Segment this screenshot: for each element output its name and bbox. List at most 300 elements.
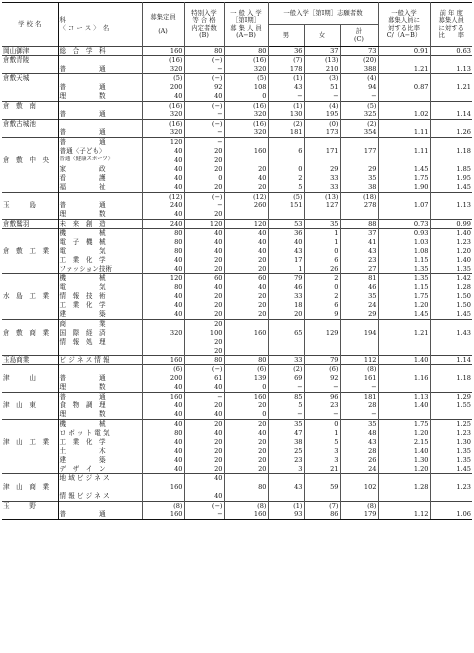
capacity-value: 40 [142,419,184,428]
course-name: 総 合 学 科 [58,47,142,56]
female-value [304,210,340,219]
school-name [2,365,58,374]
course-name: 工 業 化 学 [58,256,142,265]
prev-ratio-value: 1.85 [456,164,471,173]
table-row [2,192,472,201]
capacity-value: 40 [142,156,184,165]
male-value [268,338,304,347]
table-row [2,401,472,410]
school-name [2,419,58,428]
special-value: 20 [184,438,224,447]
special-value: (−) [184,119,224,128]
header-school: 学 校 名 [2,3,58,47]
course-name: 工 業 化 学 [58,301,142,310]
ratio-value [378,410,430,419]
male-value: 151 [268,201,304,210]
general-quota-value: 80 [224,356,268,365]
general-quota-value [224,474,268,483]
special-value: − [184,510,224,519]
female-value: 129 [304,328,340,337]
capacity-value: 120 [142,137,184,146]
female-value [304,137,340,146]
ratio-value: 1.75 [378,419,430,428]
prev-ratio-value: 1.25 [430,419,472,428]
table-row [2,356,472,365]
school-name: 倉敷青陵 [2,56,58,65]
prev-ratio-value [430,365,472,374]
capacity-value: 40 [142,265,184,274]
total-value [340,347,378,356]
general-quota-value: 20 [224,310,268,319]
prev-ratio-value: 1.23 [456,237,471,246]
school-name [2,301,58,310]
general-quota-value: 160 [224,510,268,519]
table-row [2,201,472,210]
capacity-value: 40 [142,401,184,410]
female-value: 173 [304,128,340,137]
school-name [2,210,58,219]
ratio-value: 1.40 [378,401,430,410]
prev-ratio-value [430,192,472,201]
table-row [2,274,472,283]
prev-ratio-value: 1.35 [456,455,471,464]
female-value: 96 [304,392,340,401]
ratio-value: 1.20 [378,465,430,474]
special-value: (−) [184,365,224,374]
special-value: 0 [184,174,224,183]
general-quota-value: 20 [224,256,268,265]
course-name: 普通〈子ども〉 [58,147,142,156]
general-quota-value: (16) [224,119,268,128]
general-quota-value: 120 [224,219,268,228]
male-value: − [268,92,304,101]
special-value: 120 [184,219,224,228]
general-quota-value: 320 [224,110,268,119]
table-row [2,165,472,174]
capacity-value: 120 [142,274,184,283]
prev-ratio-value: 0.63 [430,47,472,56]
special-value: 20 [184,147,224,156]
capacity-value: 40 [142,383,184,392]
general-quota-value: 40 [224,283,268,292]
total-value: (8) [340,501,378,510]
school-name: 倉 敷 南 [2,101,58,110]
prev-ratio-value [430,119,472,128]
capacity-value: 40 [142,301,184,310]
female-value: 0 [304,419,340,428]
capacity-value: 200 [142,374,184,383]
male-value: (1) [268,74,304,83]
female-value: 33 [304,174,340,183]
school-name [2,183,58,192]
table-row [2,119,472,128]
male-value: (2) [268,365,304,374]
special-value: 20 [184,465,224,474]
total-value: 37 [340,228,378,237]
capacity-value: (6) [142,365,184,374]
total-value: 48 [340,428,378,437]
total-value: 27 [340,265,378,274]
school-name: 岡山御津 [2,47,58,56]
capacity-value: 320 [142,128,184,137]
general-quota-value: (8) [224,501,268,510]
ratio-value: 1.90 [378,183,430,192]
special-value: − [184,201,224,210]
table-row [2,83,472,92]
male-value: 43 [268,83,304,92]
female-value: 59 [304,483,340,492]
female-value: 29 [304,165,340,174]
special-value: 40 [184,410,224,419]
prev-ratio-value: 1.23 [456,428,471,437]
capacity-value: (12) [142,192,184,201]
ratio-value [378,74,430,83]
total-value: 194 [340,328,378,337]
table-row [2,474,472,483]
male-value: 0 [268,165,304,174]
female-value: 1 [304,237,340,246]
ratio-value [378,338,430,347]
course-name: 理 数 [58,410,142,419]
course-name: 普 通 [58,392,142,401]
special-value: (−) [184,56,224,65]
course-name [58,501,142,510]
school-name [2,492,58,501]
prev-ratio-value: 1.50 [456,292,471,301]
course-name: 普 通 [58,137,142,146]
course-name: 商 業 [58,319,142,328]
total-value: − [340,92,378,101]
female-value: 6 [304,301,340,310]
special-value: 40 [184,474,224,483]
ratio-value: 1.40 [378,356,430,365]
capacity-value [142,492,184,501]
table-row [2,338,472,347]
table-row [2,74,472,83]
ratio-value [378,137,430,146]
special-value: 40 [184,237,224,246]
prev-ratio-value [430,338,472,347]
course-name: 理 数 [58,383,142,392]
school-name [2,192,58,201]
male-value: 5 [268,401,304,410]
total-value: 94 [340,83,378,92]
male-value: 36 [268,228,304,237]
table-row [2,483,472,492]
ratio-value [378,56,430,65]
prev-ratio-value: 1.29 [430,392,472,401]
prev-ratio-value: 1.13 [456,201,471,210]
course-name: 機 械 [58,419,142,428]
ratio-value [378,210,430,219]
male-value: 53 [268,219,304,228]
table-row [2,210,472,219]
ratio-value: 1.35 [378,265,430,274]
prev-ratio-value: 1.26 [456,128,471,137]
course-name: 未 来 創 造 [58,219,142,228]
course-name: 普 通 [58,374,142,383]
table-row [2,147,472,156]
table-row [2,219,472,228]
course-name [58,365,142,374]
header-capacity: 募集定員 (A) [142,3,184,47]
table-row [2,174,472,183]
special-value: 92 [184,83,224,92]
school-name [2,428,58,437]
course-name: 電 気 [58,283,142,292]
special-value: 20 [184,338,224,347]
special-value: 20 [184,319,224,328]
total-value: 23 [340,256,378,265]
male-value: 18 [268,301,304,310]
total-value: 112 [340,356,378,365]
course-name: デ ザ イ ン [58,465,142,474]
general-quota-value: 40 [224,428,268,437]
capacity-value: 40 [142,210,184,219]
female-value: 2 [304,292,340,301]
total-value: 41 [340,237,378,246]
male-value: 43 [268,483,304,492]
general-quota-value: (5) [224,74,268,83]
school-name [2,165,58,174]
male-value [268,319,304,328]
female-value: 1 [304,428,340,437]
capacity-value: 160 [142,356,184,365]
female-value: 26 [304,265,340,274]
ratio-value: 1.20 [378,301,430,310]
male-value: 33 [268,292,304,301]
school-name [2,237,58,246]
table-row [2,319,472,328]
ratio-value [378,119,430,128]
male-value: 93 [268,510,304,519]
table-row [2,428,472,437]
female-value: 6 [304,256,340,265]
male-value: 65 [268,328,304,337]
special-value: 20 [184,301,224,310]
table-row [2,110,472,119]
special-value: 20 [184,456,224,465]
table-row [2,447,472,456]
female-value: (13) [304,192,340,201]
special-value: 40 [184,92,224,101]
capacity-value [142,338,184,347]
table-row [2,410,472,419]
general-quota-value: 80 [224,483,268,492]
ratio-value: 1.02 [378,110,430,119]
male-value: 46 [268,283,304,292]
capacity-value: 80 [142,237,184,246]
ratio-value: 1.13 [378,392,430,401]
general-quota-value: (16) [224,101,268,110]
school-name: 津 山 工 業 [2,438,58,447]
general-quota-value: 40 [224,247,268,256]
course-name: ファッション技術 [58,265,142,274]
school-name: 玉島商業 [2,356,58,365]
special-value: 20 [184,447,224,456]
female-value: 9 [304,310,340,319]
male-value [268,156,304,165]
male-value: 2 [268,174,304,183]
general-quota-value: 160 [224,328,268,337]
special-value: 20 [184,310,224,319]
header-male: 男 [268,25,304,47]
male-value: (5) [268,192,304,201]
capacity-value: 160 [142,510,184,519]
total-value: 28 [340,447,378,456]
total-value: (18) [340,192,378,201]
school-name [2,256,58,265]
male-value: (7) [268,56,304,65]
female-value: (7) [304,501,340,510]
special-value: 20 [184,347,224,356]
school-name [2,283,58,292]
ratio-value: 1.28 [378,483,430,492]
female-value [304,492,340,501]
general-quota-value: 40 [224,228,268,237]
general-quota-value: 20 [224,292,268,301]
course-name: 情 報 処 理 [58,338,142,347]
table-row [2,228,472,237]
table-row [2,247,472,256]
course-name: 普 通 [58,110,142,119]
prev-ratio-value [430,156,472,165]
general-quota-value: (16) [224,56,268,65]
prev-ratio-value: 1.18 [456,146,471,155]
capacity-value: 40 [142,174,184,183]
ratio-value: 0.73 [378,219,430,228]
general-quota-value: 40 [224,174,268,183]
table-row [2,128,472,137]
general-quota-value: 20 [224,183,268,192]
capacity-value: 240 [142,201,184,210]
school-name [2,474,58,483]
course-name: 工 業 化 学 [58,438,142,447]
school-name: 倉 敷 工 業 [2,247,58,256]
male-value [268,210,304,219]
special-value: 80 [184,47,224,56]
general-quota-value: 0 [224,92,268,101]
header-applicants: 一般入学［第Ⅰ期］志願者数 [268,3,378,25]
prev-ratio-value: 1.42 [430,274,472,283]
total-value: 81 [340,274,378,283]
total-value: (8) [340,365,378,374]
total-value: 26 [340,456,378,465]
special-value: 40 [184,283,224,292]
ratio-value: 1.21 [378,328,430,337]
special-value: 20 [184,183,224,192]
school-name [2,128,58,137]
header-course: 科 〈 コ ー ス 〉 名 [58,3,142,47]
course-name [58,101,142,110]
general-quota-value [224,210,268,219]
school-name [2,65,58,74]
school-name [2,347,58,356]
special-value: 20 [184,419,224,428]
course-name: ビ ジ ネ ス 情 報 [58,356,142,365]
female-value: (4) [304,101,340,110]
school-name [2,410,58,419]
ratio-value: 1.15 [378,256,430,265]
total-value [340,319,378,328]
course-name: 電 子 機 械 [58,237,142,246]
female-value [304,338,340,347]
course-name: 看 護 [58,174,142,183]
total-value: 24 [340,301,378,310]
header-ratio: 一般入学 募集人員に 対する比率 C/（A−B） [378,3,430,47]
school-name [2,383,58,392]
general-quota-value: (12) [224,192,268,201]
male-value: − [268,383,304,392]
female-value: 210 [304,65,340,74]
prev-ratio-value [430,137,472,146]
capacity-value: 40 [142,256,184,265]
ratio-value: 1.12 [378,510,430,519]
prev-ratio-value: 1.40 [430,228,472,237]
ratio-value: 1.07 [378,201,430,210]
female-value: 37 [304,47,340,56]
general-quota-value: 320 [224,65,268,74]
table-row [2,101,472,110]
female-value: (13) [304,56,340,65]
table-row [2,456,472,465]
course-name: 普 通 [58,510,142,519]
male-value: 85 [268,392,304,401]
total-value [340,338,378,347]
ratio-value [378,319,430,328]
female-value: 2 [304,274,340,283]
general-quota-value: 20 [224,447,268,456]
header-prev-ratio: 前 年 度 募集人員 に対する 比 率 [430,3,472,47]
capacity-value: 160 [142,483,184,492]
male-value [268,492,304,501]
table-row [2,265,472,274]
male-value: 1 [268,265,304,274]
prev-ratio-value [430,101,472,110]
general-quota-value: 20 [224,265,268,274]
prev-ratio-value: 1.14 [430,356,472,365]
male-value: 47 [268,428,304,437]
school-name [2,110,58,119]
general-quota-value: 0 [224,410,268,419]
course-name: ロ ボ ッ ト 電 気 [58,428,142,437]
total-value: 278 [340,201,378,210]
male-value: 23 [268,456,304,465]
school-name: 倉敷鷲羽 [2,219,58,228]
capacity-value: 320 [142,65,184,74]
table-row [2,256,472,265]
general-quota-value: (6) [224,365,268,374]
prev-ratio-value: 1.18 [456,374,471,383]
special-value: 60 [184,274,224,283]
course-name: 普 通 [58,128,142,137]
prev-ratio-value: 1.20 [456,246,471,255]
capacity-value: 320 [142,110,184,119]
female-value: − [304,410,340,419]
male-value: 36 [268,47,304,56]
female-value [304,156,340,165]
total-value: 43 [340,247,378,256]
male-value: (1) [268,101,304,110]
ratio-value [378,192,430,201]
special-value: 20 [184,265,224,274]
total-value: (2) [340,119,378,128]
course-name: 福 祉 [58,183,142,192]
female-value: (6) [304,365,340,374]
admissions-table [2,2,472,520]
prev-ratio-value [430,92,472,101]
school-name: 倉敷古城池 [2,119,58,128]
